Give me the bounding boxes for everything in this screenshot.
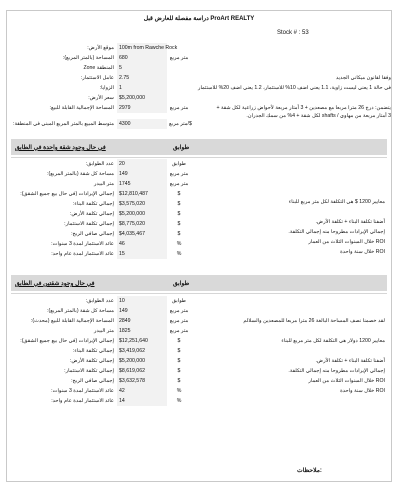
row-value[interactable]: 680 bbox=[117, 53, 167, 63]
section1-note: ROI خلال السنوات الثلاث من العمار bbox=[308, 239, 385, 245]
row-value[interactable]: 46 bbox=[117, 239, 167, 249]
row-value[interactable]: $5,200,000 bbox=[117, 356, 167, 366]
row-value[interactable]: $3,419,062 bbox=[117, 346, 167, 356]
row-label: المساحة الإجمالية القابلة للبيع: bbox=[49, 105, 114, 111]
row-unit: $ bbox=[177, 358, 181, 364]
row-value[interactable]: 4300 bbox=[117, 119, 167, 129]
row-value[interactable]: $8,619,062 bbox=[117, 366, 167, 376]
row-note: 3 أمتار مربعة من مهاوي / shafts لكل شقة + 4% من سمك الجدران. bbox=[246, 113, 391, 119]
row-unit: $ bbox=[177, 338, 181, 344]
row-value[interactable]: 2.75 bbox=[117, 73, 167, 83]
row-unit: متر مربع bbox=[169, 105, 189, 111]
row-value[interactable]: $5,200,000 bbox=[117, 209, 167, 219]
table-row bbox=[11, 326, 387, 336]
top-row bbox=[11, 63, 387, 73]
row-label: عدد الطوابق: bbox=[85, 161, 114, 167]
section-header bbox=[11, 275, 387, 291]
table-row bbox=[11, 346, 387, 356]
row-label: إجمالي تكلفة البناء: bbox=[72, 348, 114, 354]
section-title: في حال وجود شقة واحدة في الطابق bbox=[15, 145, 106, 151]
row-note: وفقا لقانون ميكاني الجديد bbox=[335, 75, 391, 81]
section1-note: معايير 1200 $ هي التكلفة لكل متر مربع للبناء bbox=[288, 199, 385, 205]
row-label: إجمالي الإيرادات (في حال بيع جميع الشقق): bbox=[20, 191, 114, 197]
row-value[interactable]: 10 bbox=[117, 296, 167, 306]
row-value[interactable]: $8,775,020 bbox=[117, 219, 167, 229]
row-label: إجمالي صافي الربح: bbox=[71, 231, 114, 237]
section-header-unit: طوابق bbox=[173, 281, 190, 287]
divider bbox=[11, 157, 387, 158]
row-unit: $ bbox=[177, 348, 181, 354]
top-row bbox=[11, 43, 387, 53]
row-value[interactable]: 149 bbox=[117, 169, 167, 179]
row-value[interactable]: 1 bbox=[117, 83, 167, 93]
row-label: عامل الاستثمار: bbox=[80, 75, 114, 81]
section2-note: أضفنا تكلفة البناء + تكلفة الأرض. bbox=[315, 358, 385, 364]
row-label: إجمالي تكلفة البناء: bbox=[72, 201, 114, 207]
stock-value: 53 bbox=[302, 30, 309, 36]
row-label: سعر الأرض: bbox=[88, 95, 114, 101]
table-row bbox=[11, 169, 387, 179]
row-value[interactable]: $3,632,578 bbox=[117, 376, 167, 386]
row-unit: متر مربع bbox=[169, 328, 189, 334]
row-value[interactable]: $12,251,640 bbox=[117, 336, 167, 346]
notes-label: ملاحظات: bbox=[297, 468, 322, 474]
row-unit: متر مربع bbox=[169, 308, 189, 314]
row-value[interactable]: 14 bbox=[117, 396, 167, 406]
section2-note: ROI خلال سنة واحدة bbox=[340, 388, 385, 394]
row-unit: متر مربع bbox=[169, 55, 189, 61]
section2-note: معايير 1200 دولار هي التكلفة لكل متر مربع للبناء bbox=[281, 338, 385, 344]
top-row bbox=[11, 113, 391, 129]
row-unit: طوابق bbox=[171, 161, 187, 167]
row-label: متوسط المبيع بالمتر المربع المبني في المنطقة: bbox=[13, 121, 114, 127]
row-label: عائد الاستثمار لمدة 3 سنوات: bbox=[51, 241, 114, 247]
divider bbox=[11, 293, 387, 294]
row-unit: طوابق bbox=[171, 298, 187, 304]
table-row bbox=[11, 159, 387, 169]
spreadsheet bbox=[6, 10, 392, 482]
row-label: المساحة الإجمالية القابلة للبيع (محدث): bbox=[30, 318, 114, 324]
row-unit: متر مربع/$ bbox=[169, 121, 192, 127]
row-label: مساحة كل شقة (بالمتر المربع): bbox=[47, 308, 114, 314]
section-header bbox=[11, 139, 387, 155]
row-unit: % bbox=[176, 388, 182, 394]
row-unit: متر مربع bbox=[169, 171, 189, 177]
row-label: المساحة (بالمتر المربع): bbox=[62, 55, 114, 61]
row-label: متر البيدر bbox=[93, 181, 114, 187]
row-value[interactable]: 5 bbox=[117, 63, 167, 73]
row-label: إجمالي صافي الربح: bbox=[71, 378, 114, 384]
stock-number: Stock # : 53 bbox=[277, 30, 309, 36]
row-label: عدد الطوابق: bbox=[85, 298, 114, 304]
row-label: عائد الاستثمار لمدة عام واحد: bbox=[51, 398, 114, 404]
row-value[interactable]: 2979 bbox=[117, 103, 167, 113]
row-unit: متر مربع bbox=[169, 181, 189, 187]
row-unit: $ bbox=[177, 201, 181, 207]
row-value[interactable]: 149 bbox=[117, 306, 167, 316]
row-label: عائد الاستثمار لمدة عام واحد: bbox=[51, 251, 114, 257]
section1-note: إجمالي الإيرادات مطروحا منه إجمالي التكلفة. bbox=[288, 229, 385, 235]
table-row bbox=[11, 306, 387, 316]
row-value[interactable]: 15 bbox=[117, 249, 167, 259]
row-label: مساحة كل شقة (بالمتر المربع): bbox=[47, 171, 114, 177]
row-value[interactable]: 42 bbox=[117, 386, 167, 396]
row-value[interactable]: $3,575,020 bbox=[117, 199, 167, 209]
row-label: الزوايا: bbox=[99, 85, 114, 91]
row-label: موقع الأرض: bbox=[87, 45, 114, 51]
row-unit: $ bbox=[177, 231, 181, 237]
row-unit: $ bbox=[177, 368, 181, 374]
section1-note: ROI خلال سنة واحدة bbox=[340, 249, 385, 255]
row-label: إجمالي تكلفة الأرض: bbox=[69, 211, 114, 217]
top-row bbox=[11, 93, 387, 103]
table-row bbox=[11, 296, 387, 306]
row-value[interactable]: 2849 bbox=[117, 316, 167, 326]
row-unit: % bbox=[176, 398, 182, 404]
row-unit: $ bbox=[177, 378, 181, 384]
table-row bbox=[11, 179, 387, 189]
stock-label: Stock # bbox=[277, 30, 298, 36]
row-value[interactable]: 100m from Rawche Rock bbox=[119, 45, 178, 51]
row-unit: متر مربع bbox=[169, 318, 189, 324]
top-row bbox=[11, 83, 391, 93]
row-label: المنطقة Zone bbox=[83, 65, 114, 71]
section2-note: لقد خصمنا نصف المساحة البالغة 26 مترا مربعا للمصعدين والسلالم bbox=[243, 318, 385, 324]
row-value[interactable]: 1825 bbox=[117, 326, 167, 336]
row-label: إجمالي تكلفة الاستثمار: bbox=[64, 221, 114, 227]
row-label: إجمالي تكلفة الأرض: bbox=[69, 358, 114, 364]
section-title: في حال وجود شقتين في الطابق bbox=[15, 281, 95, 287]
row-value[interactable]: $5,200,000 bbox=[117, 93, 167, 103]
row-label: متر البيدر bbox=[93, 328, 114, 334]
row-note: يتضمن: درج 26 مترا مربعا مع مصعدين + 3 أمتار مربعة لأحواض زراعية لكل شقة + bbox=[216, 105, 391, 111]
row-label: عائد الاستثمار لمدة 3 سنوات: bbox=[51, 388, 114, 394]
section-header-unit: طوابق bbox=[173, 145, 190, 151]
row-unit: % bbox=[176, 241, 182, 247]
row-value[interactable]: $4,035,467 bbox=[117, 229, 167, 239]
section1-note: أضفنا تكلفة البناء + تكلفة الأرض. bbox=[315, 219, 385, 225]
row-label: إجمالي تكلفة الاستثمار: bbox=[64, 368, 114, 374]
row-label: إجمالي الإيرادات (في حال بيع جميع الشقق): bbox=[20, 338, 114, 344]
section2-note: ROI خلال السنوات الثلاث من العمار bbox=[308, 378, 385, 384]
row-unit: % bbox=[176, 251, 182, 257]
row-note: في حالة 1 يعني ليست زاوية، 1.1 يعني اضف 10% للاستثمار، 1.2 يعني اضف 20% للاستثمار bbox=[197, 85, 391, 91]
top-row bbox=[11, 73, 391, 83]
page-title: دراسة مفصلة للعارض قبل ProArt REALTY bbox=[143, 16, 255, 22]
row-unit: $ bbox=[177, 221, 181, 227]
section2-note: إجمالي الإيرادات مطروحا منه إجمالي التكلفة. bbox=[288, 368, 385, 374]
row-value[interactable]: 1745 bbox=[117, 179, 167, 189]
row-value[interactable]: 20 bbox=[117, 159, 167, 169]
row-unit: $ bbox=[177, 191, 181, 197]
table-row bbox=[11, 396, 387, 406]
row-value[interactable]: $12,810,487 bbox=[117, 189, 167, 199]
row-unit: $ bbox=[177, 211, 181, 217]
top-row bbox=[11, 53, 387, 63]
